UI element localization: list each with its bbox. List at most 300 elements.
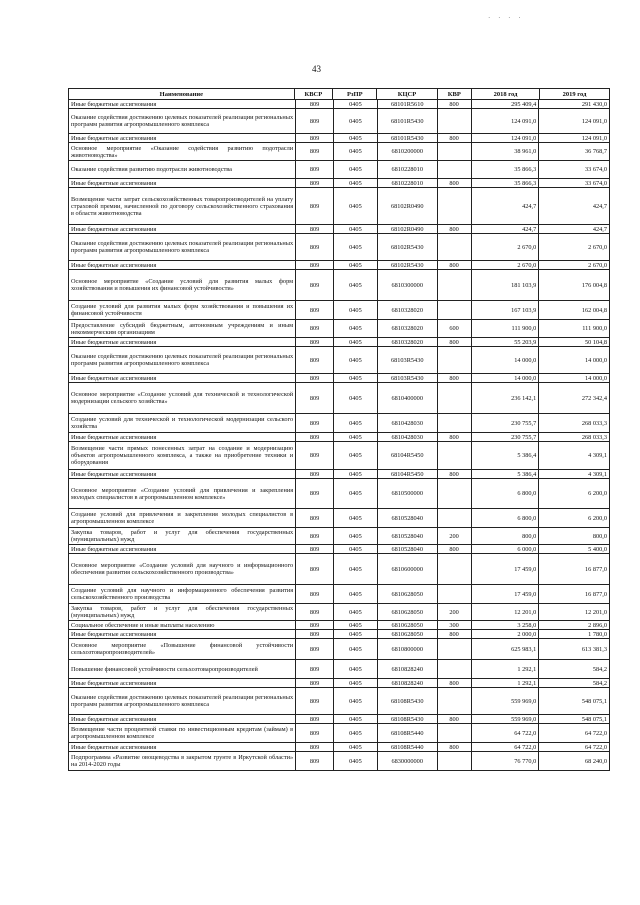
cell-kvsr: 809 <box>296 109 334 133</box>
table-row <box>68 509 610 528</box>
table-row <box>68 261 610 270</box>
cell-kcsr: 68108R5440 <box>378 743 438 751</box>
cell-2018: 12 201,0 <box>472 604 540 620</box>
cell-kvr: 800 <box>438 433 472 441</box>
cell-kcsr: 6810500000 <box>378 479 438 508</box>
table-row <box>68 660 610 679</box>
table-row <box>68 679 610 688</box>
cell-kcsr: 6810628050 <box>378 604 438 620</box>
cell-kcsr: 6810628050 <box>378 621 438 629</box>
cell-2018: 3 258,0 <box>472 621 540 629</box>
table-row <box>68 338 610 347</box>
cell-rzpr: 0405 <box>334 752 378 770</box>
cell-kcsr: 6810600000 <box>378 554 438 584</box>
cell-name: Предоставление субсидий бюджетным, автономным учреждениям и иным некоммерческим организациям <box>69 320 296 337</box>
cell-name: Подпрограмма «Развитие овощеводства в закрытом грунте в Иркутской области» на 2014-2020 годы <box>69 752 296 770</box>
cell-name: Повышение финансовой устойчивости сельхозтоваропроизводителей <box>69 660 296 678</box>
cell-kvsr: 809 <box>296 414 334 432</box>
header-kcsr: КЦСР <box>377 89 437 99</box>
cell-kcsr: 6810400000 <box>378 383 438 413</box>
cell-2018: 14 000,0 <box>472 347 540 373</box>
cell-rzpr: 0405 <box>334 234 378 260</box>
cell-name: Создание условий для технической и технологической модернизации сельского хозяйства <box>69 414 296 432</box>
table-row <box>68 100 610 109</box>
cell-kvr: 800 <box>438 470 472 478</box>
cell-kcsr: 6810428030 <box>378 414 438 432</box>
cell-2018: 17 459,0 <box>472 585 540 603</box>
cell-rzpr: 0405 <box>334 442 378 469</box>
cell-name: Социальное обеспечение и иные выплаты населению <box>69 621 296 629</box>
cell-2018: 5 386,4 <box>472 470 540 478</box>
cell-kvr <box>438 383 472 413</box>
cell-2019: 291 430,0 <box>581 100 607 108</box>
cell-kvr: 800 <box>438 630 472 638</box>
cell-2019: 4 309,1 <box>588 470 607 478</box>
cell-2019: 2 896,0 <box>588 621 607 629</box>
cell-2018: 124 091,0 <box>472 109 540 133</box>
cell-kvsr: 809 <box>296 752 334 770</box>
cell-name: Основное мероприятие «Повышение финансовой устойчивости сельхозтоваропроизводителей» <box>69 639 296 659</box>
cell-rzpr: 0405 <box>334 688 378 714</box>
cell-2018: 295 409,4 <box>472 100 540 108</box>
table-row <box>68 479 610 509</box>
cell-kcsr: 6810328020 <box>378 320 438 337</box>
cell-2019: 6 200,0 <box>588 514 607 522</box>
cell-kcsr: 68102R0490 <box>378 188 438 224</box>
cell-kcsr: 68103R5430 <box>378 347 438 373</box>
cell-2019: 162 004,8 <box>581 306 607 314</box>
table-row <box>68 161 610 179</box>
table-row <box>68 179 610 188</box>
cell-2019: 268 033,3 <box>581 419 607 427</box>
table-row <box>68 188 610 225</box>
table-row <box>68 752 610 771</box>
cell-rzpr: 0405 <box>334 585 378 603</box>
cell-kcsr: 68108R5440 <box>378 724 438 742</box>
cell-2019: 33 674,0 <box>584 166 607 173</box>
cell-kcsr: 68104R5450 <box>378 442 438 469</box>
table-row <box>68 442 610 470</box>
cell-kvr: 800 <box>438 374 472 382</box>
cell-kvsr: 809 <box>296 604 334 620</box>
cell-name: Иные бюджетные ассигнования <box>69 630 296 638</box>
cell-2018: 111 900,0 <box>472 320 540 337</box>
cell-2019: 2 670,0 <box>588 261 607 269</box>
cell-kcsr: 68101R5430 <box>378 134 438 142</box>
cell-kcsr: 6810628050 <box>378 630 438 638</box>
table-row <box>68 528 610 545</box>
cell-2018: 424,7 <box>472 188 540 224</box>
cell-rzpr: 0405 <box>334 383 378 413</box>
cell-name: Возмещение части процентной ставки по инвестиционным кредитам (займам) в агропромышленном комплексе <box>69 724 296 742</box>
cell-2019: 424,7 <box>592 202 607 210</box>
cell-2018: 6 000,0 <box>472 545 540 553</box>
cell-kvr <box>438 724 472 742</box>
cell-kvr: 800 <box>438 715 472 723</box>
cell-kvsr: 809 <box>296 161 334 178</box>
cell-2019: 6 200,0 <box>588 490 607 497</box>
cell-rzpr: 0405 <box>334 100 378 108</box>
cell-kcsr: 6810200000 <box>378 143 438 160</box>
cell-name: Закупка товаров, работ и услуг для обеспечения государственных (муниципальных) нужд <box>69 528 296 544</box>
header-2018: 2018 год <box>472 89 540 99</box>
cell-kvr: 800 <box>438 679 472 687</box>
header-kvsr: КВСР <box>295 89 333 99</box>
cell-rzpr: 0405 <box>334 470 378 478</box>
table-row <box>68 134 610 143</box>
cell-kcsr: 6810628050 <box>378 585 438 603</box>
table-row <box>68 585 610 604</box>
cell-kvr <box>438 347 472 373</box>
cell-2019: 176 004,8 <box>581 281 607 289</box>
cell-2018: 181 103,9 <box>472 270 540 300</box>
cell-2018: 2 000,0 <box>472 630 540 638</box>
cell-2019: 424,7 <box>592 225 607 233</box>
cell-rzpr: 0405 <box>334 320 378 337</box>
cell-name: Создание условий для научного и информационного обеспечения развития сельскохозяйственного производства <box>69 585 296 603</box>
cell-kcsr: 6830000000 <box>378 752 438 770</box>
cell-kvsr: 809 <box>296 134 334 142</box>
cell-kvsr: 809 <box>296 688 334 714</box>
scan-marks: · · · · <box>488 14 524 22</box>
cell-name: Возмещение части прямых понесенных затрат на создание и модернизацию объектов агропромышленного комплекса, а также на приобретение техники и оборудования <box>69 442 296 469</box>
cell-kvsr: 809 <box>296 715 334 723</box>
table-row <box>68 414 610 433</box>
cell-2019: 268 033,3 <box>581 433 607 441</box>
table-row <box>68 383 610 414</box>
cell-kcsr: 68108R5430 <box>378 715 438 723</box>
cell-name: Иные бюджетные ассигнования <box>69 179 296 187</box>
cell-kvsr: 809 <box>296 261 334 269</box>
cell-2018: 6 800,0 <box>472 479 540 508</box>
cell-2019: 64 722,0 <box>584 729 607 737</box>
cell-kcsr: 6810328020 <box>378 338 438 346</box>
cell-2018: 6 800,0 <box>472 509 540 527</box>
cell-2018: 14 000,0 <box>472 374 540 382</box>
cell-kcsr: 68101R5610 <box>378 100 438 108</box>
cell-rzpr: 0405 <box>334 509 378 527</box>
cell-rzpr: 0405 <box>334 301 378 319</box>
cell-kvr <box>438 161 472 178</box>
cell-rzpr: 0405 <box>334 630 378 638</box>
table-row <box>68 270 610 301</box>
cell-2018: 230 755,7 <box>472 414 540 432</box>
cell-2018: 1 292,1 <box>472 660 540 678</box>
cell-kvr <box>438 585 472 603</box>
cell-name: Оказание содействия достижению целевых показателей реализации региональных программ развития агропромышленного комплекса <box>69 688 296 714</box>
cell-kvr: 600 <box>438 320 472 337</box>
cell-rzpr: 0405 <box>334 528 378 544</box>
cell-2019: 33 674,0 <box>584 179 607 187</box>
cell-name: Закупка товаров, работ и услуг для обеспечения государственных (муниципальных) нужд <box>69 604 296 620</box>
header-name: Наименование <box>69 89 295 99</box>
cell-kvr <box>438 479 472 508</box>
table-row <box>68 545 610 554</box>
budget-table <box>68 88 610 771</box>
cell-name: Основное мероприятие «Оказание содействия развитию подотрасли животноводства» <box>69 143 296 160</box>
cell-kvr <box>438 660 472 678</box>
cell-kcsr: 6810828240 <box>378 679 438 687</box>
cell-2018: 800,0 <box>472 528 540 544</box>
cell-2018: 2 670,0 <box>472 234 540 260</box>
cell-rzpr: 0405 <box>334 639 378 659</box>
table-row <box>68 688 610 715</box>
cell-kvr <box>438 143 472 160</box>
cell-2018: 625 983,1 <box>472 639 540 659</box>
cell-kvsr: 809 <box>296 630 334 638</box>
cell-kvsr: 809 <box>296 479 334 508</box>
table-row <box>68 724 610 743</box>
cell-name: Иные бюджетные ассигнования <box>69 100 296 108</box>
cell-kcsr: 6810528040 <box>378 528 438 544</box>
table-body <box>68 100 610 771</box>
cell-2019: 800,0 <box>592 532 607 540</box>
cell-kvr: 800 <box>438 100 472 108</box>
cell-kvr: 300 <box>438 621 472 629</box>
cell-rzpr: 0405 <box>334 554 378 584</box>
table-row <box>68 225 610 234</box>
cell-2019: 4 309,1 <box>588 452 607 459</box>
table-row <box>68 109 610 134</box>
cell-kvsr: 809 <box>296 338 334 346</box>
table-header <box>68 88 610 100</box>
cell-kvr: 200 <box>438 604 472 620</box>
cell-2018: 559 969,0 <box>472 715 540 723</box>
cell-2019: 16 877,0 <box>584 565 607 573</box>
cell-2019: 14 000,0 <box>584 356 607 364</box>
cell-kcsr: 6810228010 <box>378 161 438 178</box>
table-row <box>68 320 610 338</box>
cell-name: Иные бюджетные ассигнования <box>69 338 296 346</box>
cell-kvsr: 809 <box>296 234 334 260</box>
cell-2019: 1 780,0 <box>588 630 607 638</box>
cell-kvsr: 809 <box>296 188 334 224</box>
cell-kvsr: 809 <box>296 621 334 629</box>
cell-rzpr: 0405 <box>334 724 378 742</box>
table-row <box>68 234 610 261</box>
cell-kvr: 800 <box>438 338 472 346</box>
cell-rzpr: 0405 <box>334 433 378 441</box>
cell-kvr: 200 <box>438 528 472 544</box>
cell-kvsr: 809 <box>296 639 334 659</box>
cell-name: Оказание содействия достижению целевых показателей реализации региональных программ развития агропромышленного комплекса <box>69 234 296 260</box>
cell-kcsr: 68104R5450 <box>378 470 438 478</box>
cell-kvsr: 809 <box>296 347 334 373</box>
cell-kcsr: 6810300000 <box>378 270 438 300</box>
cell-2018: 35 866,3 <box>472 161 540 178</box>
cell-kvsr: 809 <box>296 470 334 478</box>
cell-2019: 2 670,0 <box>588 243 607 251</box>
cell-2018: 17 459,0 <box>472 554 540 584</box>
cell-rzpr: 0405 <box>334 479 378 508</box>
cell-2019: 12 201,0 <box>584 608 607 616</box>
cell-2018: 5 386,4 <box>472 442 540 469</box>
cell-2019: 584,2 <box>592 679 607 687</box>
table-row <box>68 630 610 639</box>
cell-2019: 124 091,0 <box>581 117 607 125</box>
cell-rzpr: 0405 <box>334 347 378 373</box>
cell-2019: 5 400,0 <box>588 545 607 553</box>
cell-kcsr: 68101R5430 <box>378 109 438 133</box>
cell-kcsr: 68108R5430 <box>378 688 438 714</box>
cell-name: Иные бюджетные ассигнования <box>69 134 296 142</box>
cell-name: Иные бюджетные ассигнования <box>69 261 296 269</box>
table-row <box>68 347 610 374</box>
cell-2018: 424,7 <box>472 225 540 233</box>
cell-kcsr: 6810228010 <box>378 179 438 187</box>
table-row <box>68 621 610 630</box>
cell-2018: 559 969,0 <box>472 688 540 714</box>
cell-kvsr: 809 <box>296 743 334 751</box>
cell-2019: 111 900,0 <box>582 325 607 332</box>
cell-kvsr: 809 <box>296 554 334 584</box>
cell-kvsr: 809 <box>296 509 334 527</box>
cell-2018: 38 961,0 <box>472 143 540 160</box>
cell-kvsr: 809 <box>296 442 334 469</box>
cell-kvr <box>438 270 472 300</box>
table-row <box>68 143 610 161</box>
cell-kvr: 800 <box>438 743 472 751</box>
cell-kvr <box>438 442 472 469</box>
header-2019: 2019 год <box>562 90 587 98</box>
cell-2019: 16 877,0 <box>584 590 607 598</box>
cell-kvsr: 809 <box>296 225 334 233</box>
header-rzpr: РзПР <box>333 89 377 99</box>
cell-kvsr: 809 <box>296 270 334 300</box>
cell-name: Иные бюджетные ассигнования <box>69 743 296 751</box>
table-row <box>68 374 610 383</box>
table-row <box>68 470 610 479</box>
cell-kvr: 800 <box>438 545 472 553</box>
cell-name: Иные бюджетные ассигнования <box>69 545 296 553</box>
cell-kvsr: 809 <box>296 100 334 108</box>
cell-kvr <box>438 414 472 432</box>
cell-kcsr: 6810528040 <box>378 545 438 553</box>
cell-2018: 64 722,0 <box>472 724 540 742</box>
cell-2019: 14 000,0 <box>584 374 607 382</box>
cell-kcsr: 6810528040 <box>378 509 438 527</box>
cell-kvsr: 809 <box>296 143 334 160</box>
cell-2018: 1 292,1 <box>472 679 540 687</box>
cell-kcsr: 6810428030 <box>378 433 438 441</box>
cell-kcsr: 68102R5430 <box>378 234 438 260</box>
cell-kvr: 800 <box>438 225 472 233</box>
cell-kvsr: 809 <box>296 545 334 553</box>
table-row <box>68 301 610 320</box>
cell-name: Оказание содействия развитию подотрасли животноводства <box>69 161 296 178</box>
cell-name: Иные бюджетные ассигнования <box>69 374 296 382</box>
cell-rzpr: 0405 <box>334 225 378 233</box>
cell-kvr <box>438 639 472 659</box>
page-number: 43 <box>312 64 321 74</box>
cell-rzpr: 0405 <box>334 715 378 723</box>
cell-name: Иные бюджетные ассигнования <box>69 679 296 687</box>
cell-2019: 584,2 <box>592 665 607 673</box>
cell-kvr <box>438 509 472 527</box>
cell-rzpr: 0405 <box>334 143 378 160</box>
cell-kcsr: 68102R0490 <box>378 225 438 233</box>
cell-kcsr: 6810800000 <box>378 639 438 659</box>
cell-rzpr: 0405 <box>334 134 378 142</box>
cell-rzpr: 0405 <box>334 188 378 224</box>
cell-name: Создание условий для развития малых форм хозяйствования и повышения их финансовой устойчивости <box>69 301 296 319</box>
cell-2018: 64 722,0 <box>472 743 540 751</box>
cell-name: Основное мероприятие «Создание условий для привлечения и закрепления молодых специалистов в агропромышленном комплексе» <box>69 479 296 508</box>
cell-name: Иные бюджетные ассигнования <box>69 715 296 723</box>
cell-rzpr: 0405 <box>334 621 378 629</box>
cell-kvsr: 809 <box>296 374 334 382</box>
cell-kvsr: 809 <box>296 301 334 319</box>
cell-2019: 68 240,0 <box>584 757 607 765</box>
cell-name: Иные бюджетные ассигнования <box>69 225 296 233</box>
cell-2018: 230 755,7 <box>472 433 540 441</box>
cell-2019: 548 075,1 <box>581 697 607 705</box>
cell-rzpr: 0405 <box>334 161 378 178</box>
cell-rzpr: 0405 <box>334 374 378 382</box>
cell-rzpr: 0405 <box>334 179 378 187</box>
cell-2019: 613 381,3 <box>581 645 607 653</box>
table-row <box>68 743 610 752</box>
cell-kvsr: 809 <box>296 383 334 413</box>
cell-kcsr: 6810328020 <box>378 301 438 319</box>
table-row <box>68 639 610 660</box>
cell-name: Основное мероприятие «Создание условий для технической и технологической модернизации сельского хозяйства» <box>69 383 296 413</box>
cell-name: Возмещение части затрат сельскохозяйственных товаропроизводителей на уплату страховой премии, начисленной по договору сельскохозяйственного страхования в области животноводства <box>69 188 296 224</box>
cell-kvr <box>438 301 472 319</box>
cell-kvsr: 809 <box>296 585 334 603</box>
cell-kvsr: 809 <box>296 179 334 187</box>
cell-2018: 55 203,9 <box>472 338 540 346</box>
cell-rzpr: 0405 <box>334 660 378 678</box>
cell-name: Основное мероприятие «Создание условий для научного и информационного обеспечения развития сельскохозяйственного производства» <box>69 554 296 584</box>
cell-rzpr: 0405 <box>334 270 378 300</box>
cell-kvr <box>438 554 472 584</box>
cell-name: Оказание содействия достижению целевых показателей реализации региональных программ развития агропромышленного комплекса <box>69 347 296 373</box>
cell-kvr: 800 <box>438 134 472 142</box>
cell-rzpr: 0405 <box>334 604 378 620</box>
cell-kvsr: 809 <box>296 679 334 687</box>
cell-rzpr: 0405 <box>334 109 378 133</box>
cell-kvsr: 809 <box>296 433 334 441</box>
table-row <box>68 433 610 442</box>
cell-kvsr: 809 <box>296 660 334 678</box>
cell-name: Иные бюджетные ассигнования <box>69 433 296 441</box>
cell-rzpr: 0405 <box>334 679 378 687</box>
cell-2018: 35 866,3 <box>472 179 540 187</box>
cell-2019: 124 091,0 <box>581 134 607 142</box>
cell-kvr <box>438 688 472 714</box>
cell-rzpr: 0405 <box>334 414 378 432</box>
cell-2018: 124 091,0 <box>472 134 540 142</box>
cell-kvr <box>438 188 472 224</box>
cell-kvr <box>438 109 472 133</box>
cell-rzpr: 0405 <box>334 545 378 553</box>
header-kvr: КВР <box>438 89 473 99</box>
table-row <box>68 554 610 585</box>
cell-name: Иные бюджетные ассигнования <box>69 470 296 478</box>
table-row <box>68 604 610 621</box>
cell-kvsr: 809 <box>296 724 334 742</box>
cell-kvr <box>438 234 472 260</box>
cell-2019: 548 075,1 <box>581 715 607 723</box>
cell-name: Основное мероприятие «Создание условий для развития малых форм хозяйствования и повышения их финансовой устойчивости» <box>69 270 296 300</box>
cell-kvr <box>438 752 472 770</box>
cell-2018: 76 770,0 <box>472 752 540 770</box>
cell-2018: 167 103,9 <box>472 301 540 319</box>
cell-kcsr: 6810828240 <box>378 660 438 678</box>
cell-kcsr: 68103R5430 <box>378 374 438 382</box>
cell-rzpr: 0405 <box>334 743 378 751</box>
